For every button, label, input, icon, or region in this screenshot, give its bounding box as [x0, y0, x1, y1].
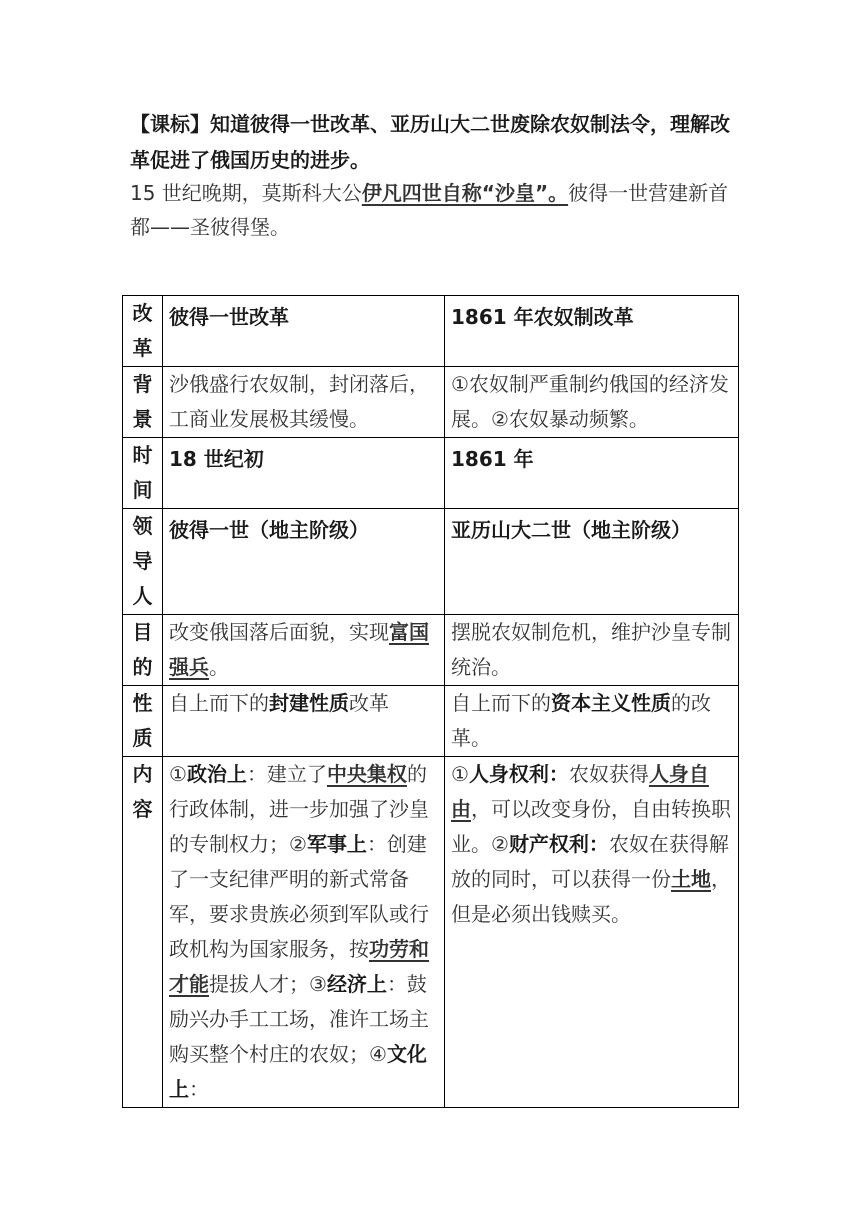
reform-comparison-table	[122, 295, 739, 1108]
intro-part1: 15 世纪晚期，莫斯科大公	[130, 181, 362, 205]
cell-nature-peter: 自上而下的封建性质改革	[163, 686, 445, 757]
cell-leader-1861: 亚历山大二世（地主阶级）	[445, 509, 739, 615]
row-content	[123, 757, 739, 1108]
row-nature	[123, 686, 739, 757]
cell-purpose-peter: 改变俄国落后面貌，实现富国强兵。	[163, 615, 445, 686]
row-header	[123, 296, 739, 367]
cell-background-1861: ①农奴制严重制约俄国的经济发展。②农奴暴动频繁。	[445, 367, 739, 438]
intro-part2: 彼得一世营建新首都——圣彼得堡。	[130, 181, 729, 239]
standard-tag: 【课标】	[130, 112, 210, 136]
row-leader	[123, 509, 739, 615]
cell-background-peter: 沙俄盛行农奴制，封闭落后，工商业发展极其缓慢。	[163, 367, 445, 438]
intro-paragraph	[130, 176, 740, 244]
row-label-reform: 改 革	[123, 296, 163, 367]
cell-time-1861: 1861 年	[445, 438, 739, 509]
cell-nature-1861: 自上而下的资本主义性质的改革。	[445, 686, 739, 757]
cell-time-peter: 18 世纪初	[163, 438, 445, 509]
intro-underlined: 伊凡四世自称“沙皇”。	[361, 181, 569, 205]
cell-leader-peter: 彼得一世（地主阶级）	[163, 509, 445, 615]
row-label-content: 内 容	[123, 757, 163, 1108]
row-time	[123, 438, 739, 509]
row-label-nature: 性 质	[123, 686, 163, 757]
cell-purpose-1861: 摆脱农奴制危机，维护沙皇专制统治。	[445, 615, 739, 686]
curriculum-standard	[130, 106, 740, 178]
col-title-1861: 1861 年农奴制改革	[445, 296, 739, 367]
row-label-purpose: 目 的	[123, 615, 163, 686]
cell-content-1861: ①人身权利：农奴获得人身自由，可以改变身份，自由转换职业。②财产权利：农奴在获得解放的同时，可以获得一份土地，但是必须出钱赎买。	[445, 757, 739, 1108]
row-label-time: 时 间	[123, 438, 163, 509]
row-background	[123, 367, 739, 438]
cell-content-peter: ①政治上：建立了中央集权的行政体制，进一步加强了沙皇的专制权力；②军事上：创建了一支纪律严明的新式常备军，要求贵族必须到军队或行政机构为国家服务，按功劳和才能提拔人才；③经济上：鼓励兴办手工工场，准许工场主购买整个村庄的农奴；④文化上：	[163, 757, 445, 1108]
row-purpose	[123, 615, 739, 686]
row-label-background: 背 景	[123, 367, 163, 438]
col-title-peter: 彼得一世改革	[163, 296, 445, 367]
purpose-keyword: 富国强兵	[169, 620, 429, 679]
row-label-leader: 领 导 人	[123, 509, 163, 615]
standard-text: 知道彼得一世改革、亚历山大二世废除农奴制法令，理解改革促进了俄国历史的进步。	[130, 112, 730, 172]
